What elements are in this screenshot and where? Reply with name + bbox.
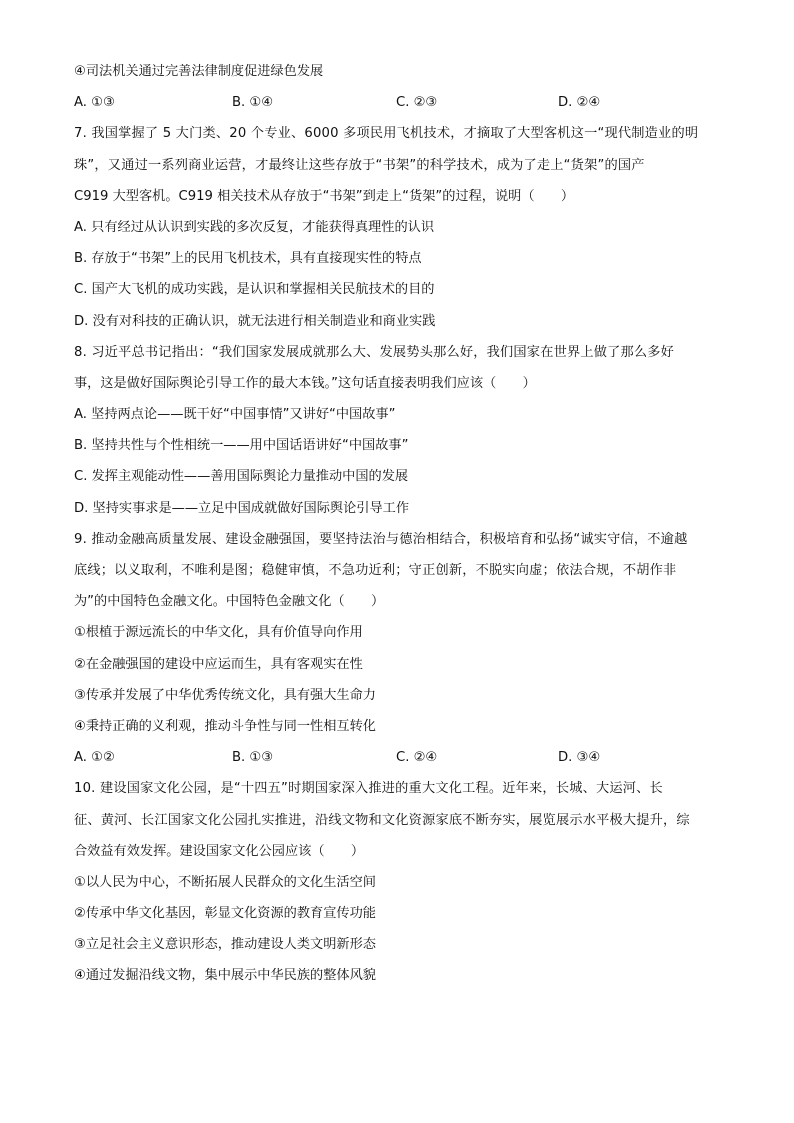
exam-page bbox=[74, 56, 724, 992]
q8-stem-line-2: 事，这是做好国际舆论引导工作的最大本钱。”这句话直接表明我们应该（ ） bbox=[74, 375, 536, 391]
q8-option-a[interactable]: A. 坚持两点论——既干好“中国事情”又讲好“中国故事” bbox=[74, 407, 396, 423]
q8-option-b[interactable]: B. 坚持共性与个性相统一——用中国话语讲好“中国故事” bbox=[74, 438, 409, 454]
q6-options bbox=[74, 87, 724, 118]
q10-stem-line-1: 10. 建设国家文化公园，是“十四五”时期国家深入推进的重大文化工程。近年来，长城、大运河、长 bbox=[74, 781, 663, 797]
q6-option-b[interactable]: B. ①④ bbox=[232, 95, 274, 111]
q9-item-4: ④秉持正确的义利观，推动斗争性与同一性相互转化 bbox=[74, 718, 376, 734]
q10-item-2: ②传承中华文化基因，彰显文化资源的教育宣传功能 bbox=[74, 906, 376, 922]
q10-stem-line-3: 合效益有效发挥。建设国家文化公园应该（ ） bbox=[74, 843, 365, 859]
q7-stem-line-1: 7. 我国掌握了 5 大门类、20 个专业、6000 多项民用飞机技术，才摘取了大型客机这一“现代制造业的明 bbox=[74, 126, 699, 142]
q6-option-a[interactable]: A. ①③ bbox=[74, 95, 115, 111]
q10-stem-line-2: 征、黄河、长江国家文化公园扎实推进，沿线文物和文化资源家底不断夯实，展览展示水平极大提升，综 bbox=[74, 812, 690, 828]
q8-stem-line-1: 8. 习近平总书记指出：“我们国家发展成就那么大、发展势头那么好，我们国家在世界上做了那么多好 bbox=[74, 344, 675, 360]
q10-item-1: ①以人民为中心，不断拓展人民群众的文化生活空间 bbox=[74, 874, 376, 890]
q6-item-4: ④司法机关通过完善法律制度促进绿色发展 bbox=[74, 64, 324, 79]
q10-item-3: ③立足社会主义意识形态，推动建设人类文明新形态 bbox=[74, 937, 376, 953]
q9-item-3: ③传承并发展了中华优秀传统文化，具有强大生命力 bbox=[74, 687, 376, 703]
q7-option-b[interactable]: B. 存放于“书架”上的民用飞机技术，具有直接现实性的特点 bbox=[74, 251, 422, 267]
q6-option-c[interactable]: C. ②③ bbox=[396, 95, 438, 111]
q7-stem-line-3: C919 大型客机。C919 相关技术从存放于“书架”到走上“货架”的过程，说明（ ） bbox=[74, 188, 575, 204]
q9-option-d[interactable]: D. ③④ bbox=[558, 750, 601, 766]
q9-option-c[interactable]: C. ②④ bbox=[396, 750, 438, 766]
q7-stem-line-2: 珠”，又通过一系列商业运营，才最终让这些存放于“书架”的科学技术，成为了走上“货架”的国产 bbox=[74, 157, 645, 173]
q9-stem-line-3: 为”的中国特色金融文化。中国特色金融文化（ ） bbox=[74, 594, 385, 610]
q8-option-d[interactable]: D. 坚持实事求是——立足中国成就做好国际舆论引导工作 bbox=[74, 500, 410, 516]
q9-stem-line-1: 9. 推动金融高质量发展、建设金融强国，要坚持法治与德治相结合，积极培育和弘扬“诚实守信，不逾越 bbox=[74, 531, 688, 547]
q9-options bbox=[74, 742, 724, 773]
q9-option-a[interactable]: A. ①② bbox=[74, 750, 115, 766]
q9-stem-line-2: 底线；以义取利，不唯利是图；稳健审慎，不急功近利；守正创新，不脱实向虚；依法合规，不胡作非 bbox=[74, 563, 677, 578]
q10-item-4: ④通过发掘沿线文物，集中展示中华民族的整体风貌 bbox=[74, 968, 376, 984]
q6-option-d[interactable]: D. ②④ bbox=[558, 95, 601, 111]
q9-item-2: ②在金融强国的建设中应运而生，具有客观实在性 bbox=[74, 656, 363, 672]
q9-item-1: ①根植于源远流长的中华文化，具有价值导向作用 bbox=[74, 625, 363, 641]
q7-option-c[interactable]: C. 国产大飞机的成功实践，是认识和掌握相关民航技术的目的 bbox=[74, 282, 435, 298]
q7-option-a[interactable]: A. 只有经过从认识到实践的多次反复，才能获得真理性的认识 bbox=[74, 219, 435, 235]
q9-option-b[interactable]: B. ①③ bbox=[232, 750, 274, 766]
q8-option-c[interactable]: C. 发挥主观能动性——善用国际舆论力量推动中国的发展 bbox=[74, 469, 409, 485]
q7-option-d[interactable]: D. 没有对科技的正确认识，就无法进行相关制造业和商业实践 bbox=[74, 313, 436, 329]
